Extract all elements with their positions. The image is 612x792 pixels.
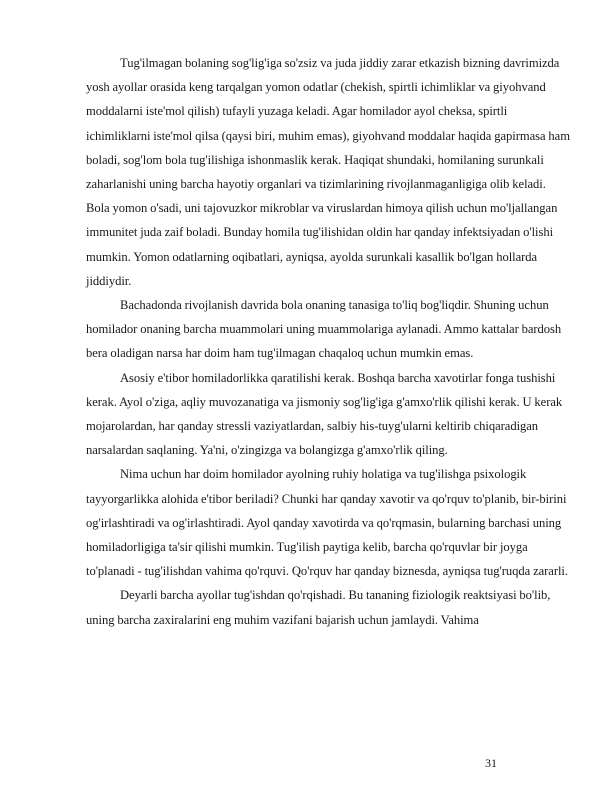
paragraph-1: Tug'ilmagan bolaning sog'lig'iga so'zsiz va juda jiddiy zarar etkazish bizning davrimizda yosh ayollar orasida keng tarqalgan yomon odatlar (chekish, spirtli ichimliklar va giyohvand moddalarni iste'mol qilish) tufayli yuzaga keladi. Agar homilador ayol cheksa, spirtli ichimliklarni iste'mol qilsa (qaysi biri, muhim emas), giyohvand moddalar haqida gapirmasa ham boladi, sog'lom bola tug'ilishiga ishonmaslik kerak. Haqiqat shundaki, homilaning surunkali zaharlanishi uning barcha hayotiy organlari va tizimlarining rivojlanmaganligiga olib keladi. Bola yomon o'sadi, uni tajovuzkor mikroblar va viruslardan himoya qilish uchun mo'ljallangan immunitet juda zaif boladi. Bunday homila tug'ilishidan oldin har qanday infektsiyadan o'lishi mumkin. Yomon odatlarning oqibatlari, ayniqsa, ayolda surunkali kasallik bo'lgan hollarda jiddiydir. [86, 56, 570, 288]
document-body [86, 51, 572, 632]
paragraph-5: Deyarli barcha ayollar tug'ishdan qo'rqishadi. Bu tananing fiziologik reaktsiyasi bo'lib, uning barcha zaxiralarini eng muhim vazifani bajarish uchun jamlaydi. Vahima [86, 588, 551, 627]
page-number: 31 [485, 756, 497, 770]
paragraph-4: Nima uchun har doim homilador ayolning ruhiy holatiga va tug'ilishga psixologik tayyorgarlikka alohida e'tibor beriladi? Chunki har qanday xavotir va qo'rquv to'planib, bir-birini og'irlashtiradi va og'irlashtiradi. Ayol qanday xavotirda va qo'rqmasin, bularning barchasi uning homiladorligiga ta'sir qilishi mumkin. Tug'ilish paytiga kelib, barcha qo'rquvlar bir joyga to'planadi - tug'ilishdan vahima qo'rquvi. Qo'rquv har qanday biznesda, ayniqsa tug'ruqda zararli. [86, 467, 568, 579]
paragraph-3: Asosiy e'tibor homiladorlikka qaratilishi kerak. Boshqa barcha xavotirlar fonga tushishi kerak. Ayol o'ziga, aqliy muvozanatiga va jismoniy sog'lig'iga g'amxo'rlik qilishi kerak. U kerak mojarolardan, har qanday stressli vaziyatlardan, salbiy his-tuyg'ularni keltirib chiqaradigan narsalardan saqlaning. Ya'ni, o'zingizga va bolangizga g'amxo'rlik qiling. [86, 370, 563, 458]
paragraph-2: Bachadonda rivojlanish davrida bola onaning tanasiga to'liq bog'liqdir. Shuning uchun homilador onaning barcha muammolari uning muammolariga aylanadi. Ammo kattalar bardosh bera oladigan narsa har doim ham tug'ilmagan chaqaloq uchun mumkin emas. [86, 298, 562, 361]
